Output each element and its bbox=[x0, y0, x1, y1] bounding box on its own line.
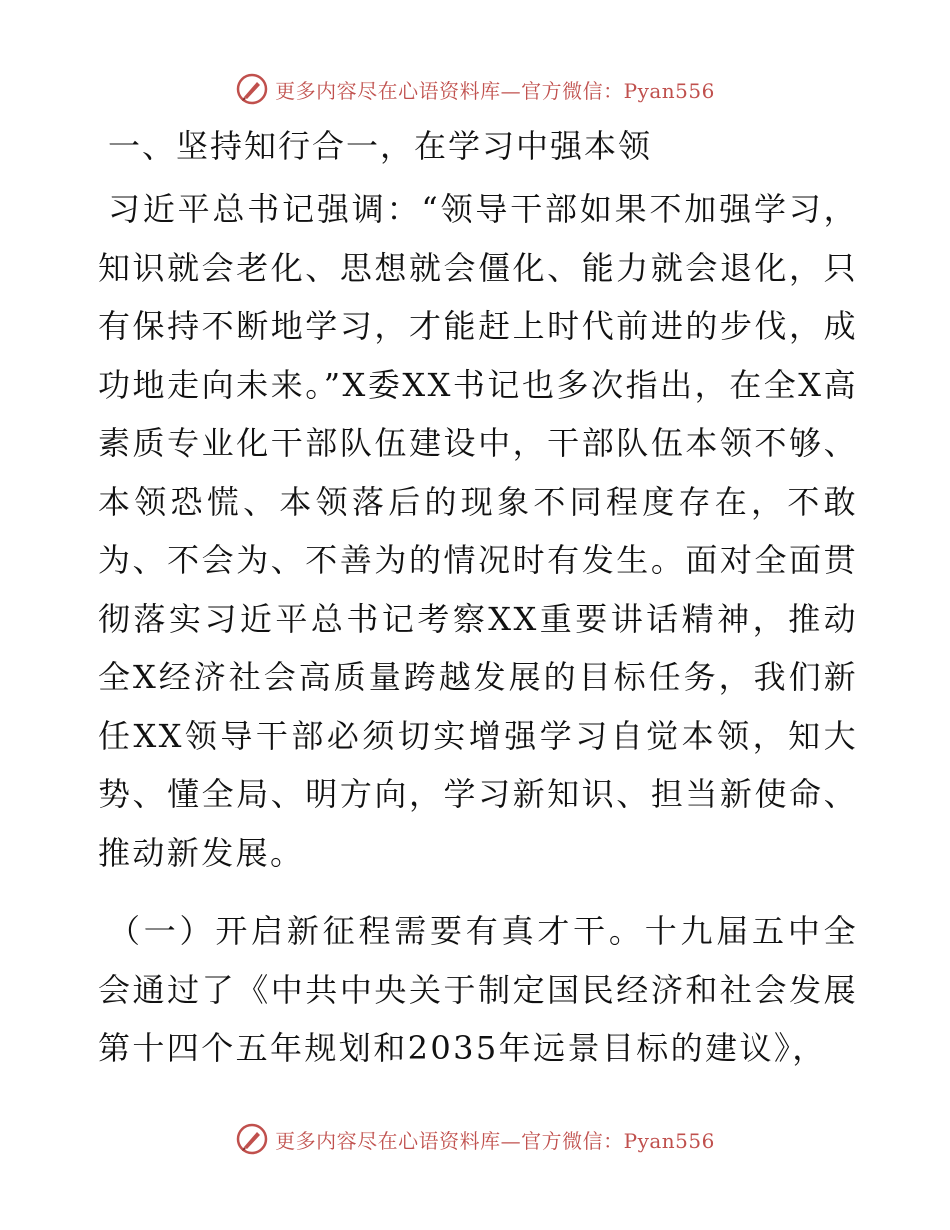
paragraph: （一）开启新征程需要有真才干。十九届五中全会通过了《中共中央关于制定国民经济和社会发展第十四个五年规划和2035年远景目标的建议》， bbox=[98, 912, 858, 1067]
watermark-text: 更多内容尽在心语资料库—官方微信：Pyan556 bbox=[275, 78, 715, 103]
document-body bbox=[98, 120, 858, 1078]
watermark-header bbox=[0, 72, 950, 106]
pen-logo-icon bbox=[235, 72, 269, 106]
watermark-text: 更多内容尽在心语资料库—官方微信：Pyan556 bbox=[275, 1128, 715, 1153]
pen-logo-icon bbox=[235, 1122, 269, 1156]
watermark-footer bbox=[0, 1122, 950, 1156]
section-heading: 一、坚持知行合一，在学习中强本领 bbox=[108, 127, 653, 165]
paragraph: 习近平总书记强调：“领导干部如果不加强学习，知识就会老化、思想就会僵化、能力就会退化，只有保持不断地学习，才能赶上时代前进的步伐，成功地走向未来。”X委XX书记也多次指出，在全X高素质专业化干部队伍建设中，干部队伍本领不够、本领恐慌、本领落后的现象不同程度存在，不敢为、不会为、不善为的情况时有发生。面对全面贯彻落实习近平总书记考察XX重要讲话精神，推动全X经济社会高质量跨越发展的目标任务，我们新任XX领导干部必须切实增强学习自觉本领，知大势、懂全局、明方向，学习新知识、担当新使命、推动新发展。 bbox=[98, 190, 858, 872]
